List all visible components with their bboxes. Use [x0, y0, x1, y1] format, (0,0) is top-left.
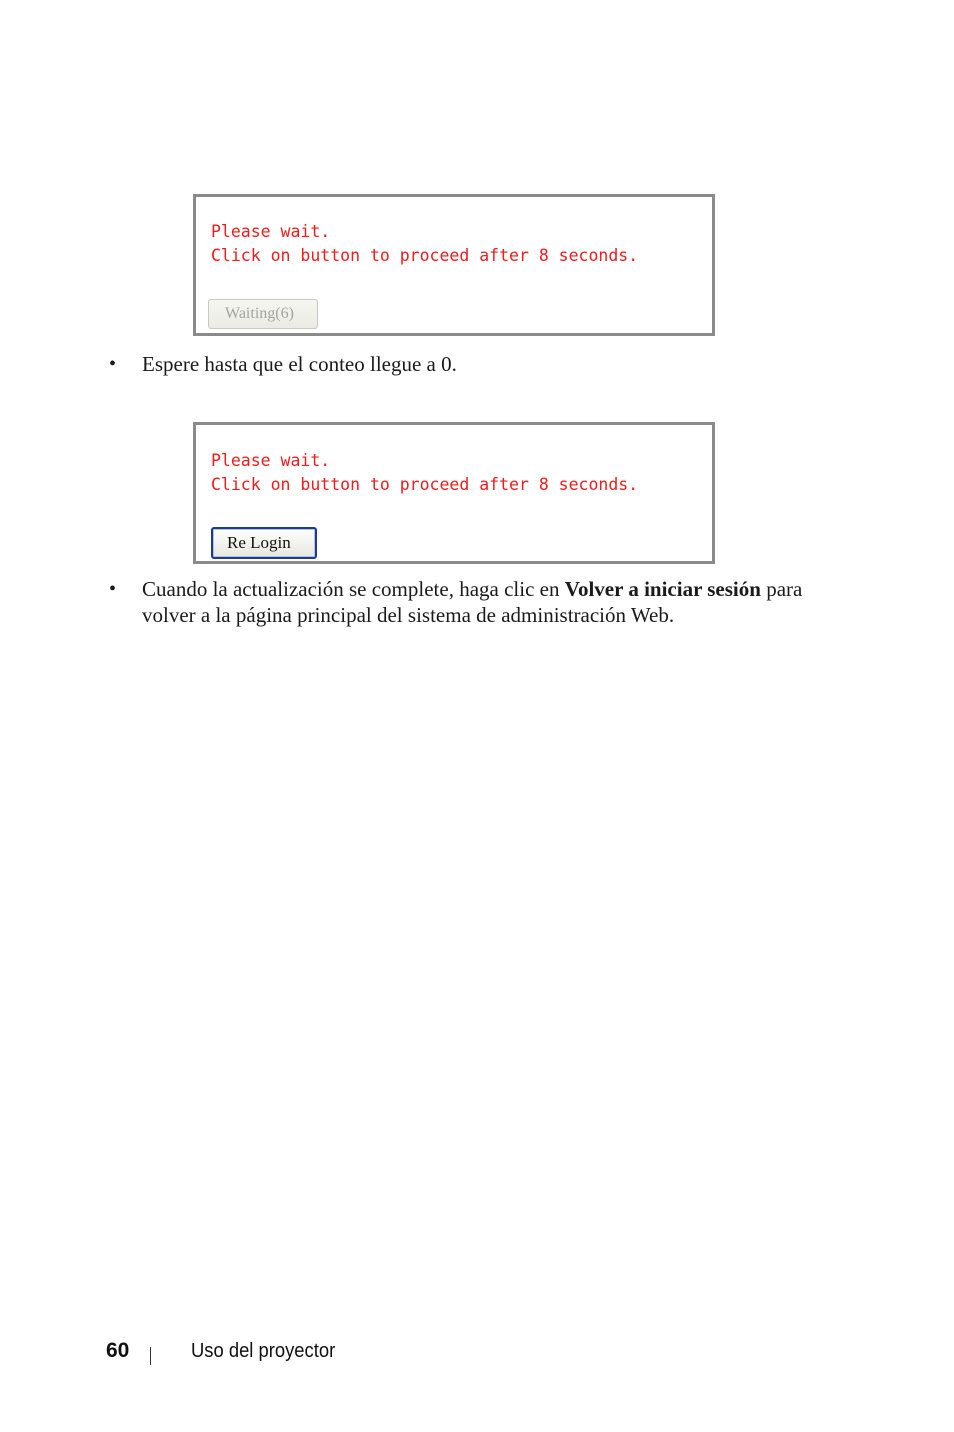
- section-title: Uso del proyector: [191, 1340, 336, 1362]
- waiting-message-line1: Please wait.: [211, 222, 331, 241]
- relogin-message-line1: Please wait.: [211, 451, 331, 470]
- relogin-message: [211, 449, 638, 497]
- relogin-button[interactable]: Re Login: [211, 527, 317, 559]
- bullet-1-text: Espere hasta que el conteo llegue a 0.: [142, 352, 457, 376]
- relogin-message-line2: Click on button to proceed after 8 seconds.: [211, 475, 639, 494]
- relogin-screenshot: [193, 422, 715, 564]
- waiting-button: Waiting(6): [208, 299, 318, 329]
- bullet-2-text-after: para volver a la página principal del sistema de administración Web.: [142, 577, 803, 627]
- page-number: 60: [106, 1339, 130, 1362]
- bullet-2-text-bold: Volver a iniciar sesión: [564, 577, 761, 601]
- bullet-1-glyph: •: [109, 353, 117, 375]
- waiting-message: [211, 220, 638, 268]
- footer-divider: [150, 1347, 151, 1365]
- waiting-screenshot: [193, 194, 715, 336]
- bullet-2-text: [142, 576, 842, 628]
- waiting-message-line2: Click on button to proceed after 8 seconds.: [211, 246, 639, 265]
- bullet-2-glyph: •: [109, 578, 117, 600]
- bullet-2-text-before: Cuando la actualización se complete, haga clic en: [142, 577, 565, 601]
